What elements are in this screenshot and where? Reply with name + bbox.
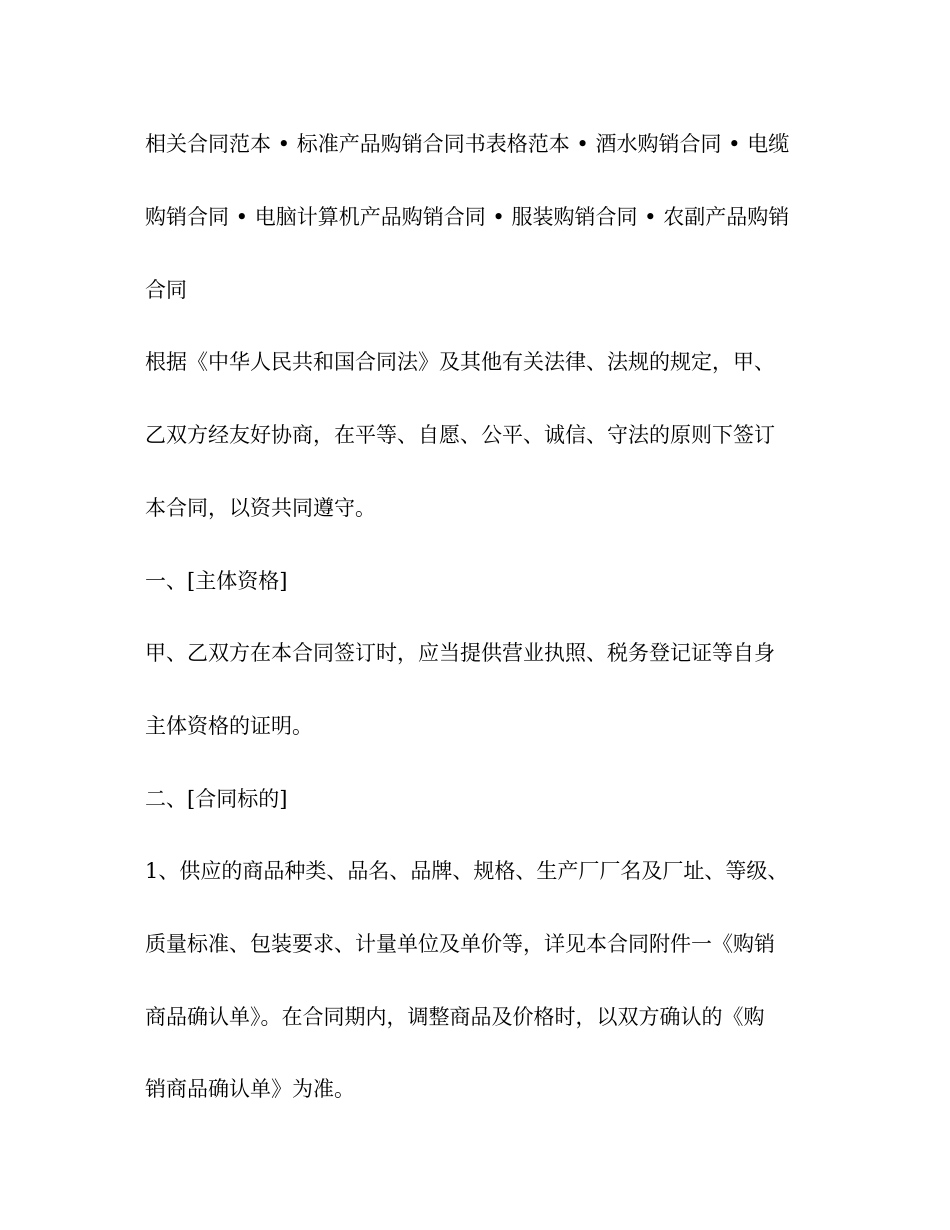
related-contracts-line-2: 购销合同 • 电脑计算机产品购销合同 • 服装购销合同 • 农副产品购销 [145, 205, 790, 229]
section-2-line-1: 1、供应的商品种类、品名、品牌、规格、生产厂厂名及厂址、等级、 [145, 859, 789, 883]
intro-paragraph-line-2: 乙双方经友好协商，在平等、自愿、公平、诚信、守法的原则下签订 [145, 423, 775, 447]
section-2-line-4: 销商品确认单》为准。 [145, 1077, 355, 1101]
related-contracts-line-1: 相关合同范本 • 标准产品购销合同书表格范本 • 酒水购销合同 • 电缆 [145, 132, 790, 156]
section-2-heading: 二、[合同标的] [145, 787, 288, 811]
section-1-line-1: 甲、乙双方在本合同签订时，应当提供营业执照、税务登记证等自身 [145, 641, 775, 665]
section-1-heading: 一、[主体资格] [145, 569, 288, 593]
section-1-line-2: 主体资格的证明。 [145, 714, 313, 738]
related-contracts-line-3: 合同 [145, 278, 187, 302]
section-2-line-2: 质量标准、包装要求、计量单位及单价等，详见本合同附件一《购销 [145, 932, 775, 956]
section-2-line-3: 商品确认单》。在合同期内，调整商品及价格时，以双方确认的《购 [145, 1005, 765, 1029]
intro-paragraph-line-3: 本合同，以资共同遵守。 [145, 496, 376, 520]
intro-paragraph-line-1: 根据《中华人民共和国合同法》及其他有关法律、法规的规定，甲、 [145, 350, 775, 374]
